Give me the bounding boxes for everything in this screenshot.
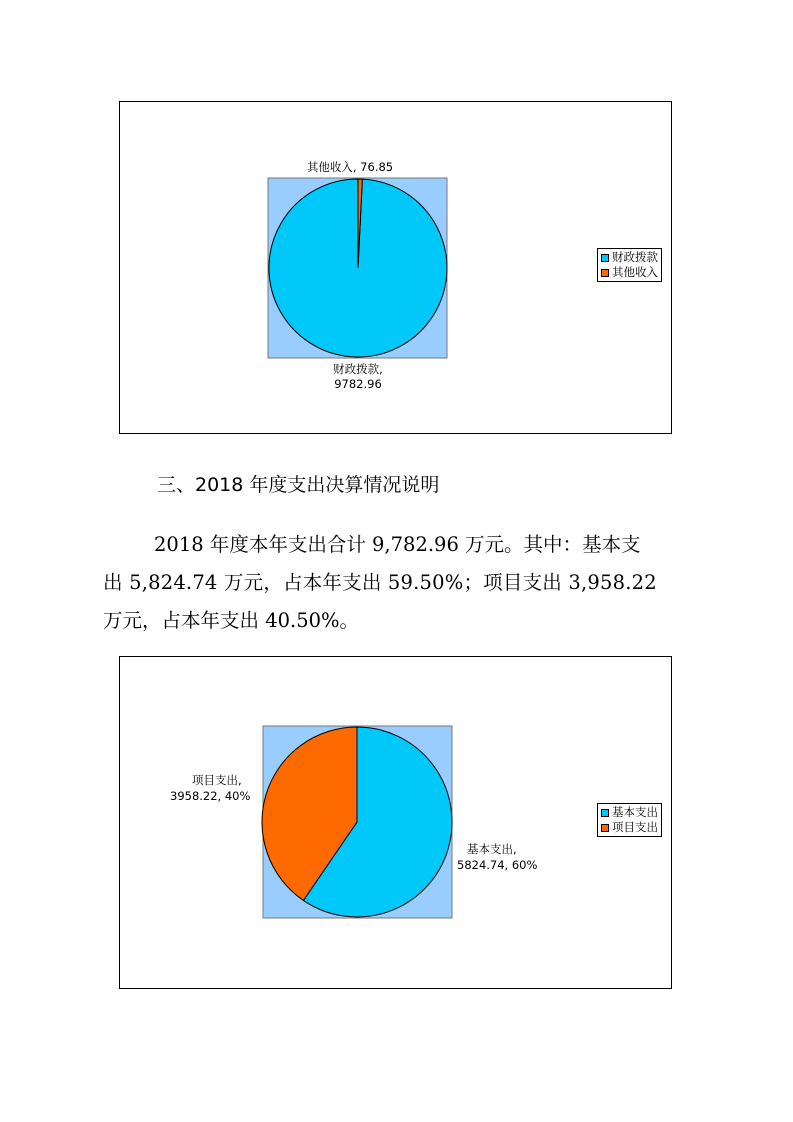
legend-item-fiscal <box>601 250 658 265</box>
label-other-income: 其他收入, 76.85 <box>306 160 394 174</box>
paragraph-line: 万元，占本年支出 40.50%。 <box>103 609 360 632</box>
income-pie-chart <box>119 101 672 434</box>
label-project-name: 项目支出, <box>192 773 242 787</box>
legend-label: 项目支出 <box>612 820 658 834</box>
legend-swatch-basic <box>601 809 609 817</box>
expenditure-pie-svg <box>120 657 673 990</box>
legend-item-basic <box>601 805 658 820</box>
expenditure-legend <box>597 803 662 837</box>
legend-item-project <box>601 820 658 835</box>
section-heading: 三、2018 年度支出决算情况说明 <box>157 474 440 496</box>
legend-swatch-project <box>601 824 609 832</box>
legend-label: 财政拨款 <box>612 250 658 264</box>
legend-swatch-fiscal <box>601 254 609 262</box>
pie-slices <box>262 727 452 917</box>
label-fiscal-name: 财政拨款, <box>333 362 383 376</box>
pie-slices <box>269 179 447 357</box>
label-basic-name: 基本支出, <box>467 842 517 856</box>
expenditure-paragraph <box>103 529 703 643</box>
income-pie-svg <box>120 102 673 435</box>
legend-item-other <box>601 265 658 280</box>
legend-swatch-other <box>601 269 609 277</box>
income-legend <box>597 248 662 282</box>
label-project-value: 3958.22, 40% <box>170 789 251 803</box>
legend-label: 基本支出 <box>612 805 658 819</box>
legend-label: 其他收入 <box>612 265 658 279</box>
expenditure-pie-chart <box>119 656 672 989</box>
label-basic-value: 5824.74, 60% <box>457 858 538 872</box>
paragraph-line: 2018 年度本年支出合计 9,782.96 万元。其中：基本支 <box>154 533 641 556</box>
paragraph-line: 出 5,824.74 万元，占本年支出 59.50%；项目支出 3,958.22 <box>103 571 657 594</box>
label-fiscal-value: 9782.96 <box>334 377 382 391</box>
